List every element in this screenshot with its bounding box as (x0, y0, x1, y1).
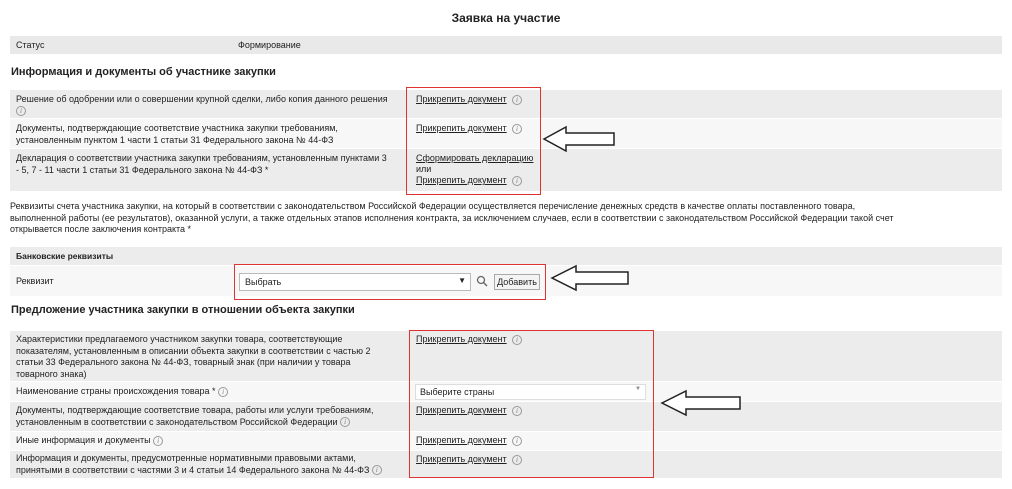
info-icon[interactable]: i (372, 465, 382, 475)
row-label: Наименование страны происхождения товара * i (16, 386, 228, 398)
form-declaration-link[interactable]: Сформировать декларацию (416, 153, 534, 163)
row-label: Декларация о соответствии участника закупки требованиям, установленным пунктами 3 - 5, 7 - 11 части 1 статьи 31 Федерального закона № 44-ФЗ * (16, 153, 387, 175)
section-title-proposal: Предложение участника закупки в отношении объекта закупки (11, 304, 355, 316)
info-icon[interactable]: i (512, 436, 522, 446)
info-icon[interactable]: i (512, 406, 522, 416)
attach-document-link[interactable]: Прикрепить документ (416, 175, 507, 185)
attach-document-link[interactable]: Прикрепить документ (416, 94, 507, 104)
attach-document-link[interactable]: Прикрепить документ (416, 405, 507, 415)
info-icon[interactable]: i (218, 387, 228, 397)
or-text: или (416, 164, 432, 174)
info-icon[interactable]: i (340, 417, 350, 427)
add-requisite-button[interactable]: Добавить (494, 274, 540, 290)
info-icon[interactable]: i (512, 95, 522, 105)
requisite-select-value: Выбрать (245, 277, 282, 287)
attach-document-link[interactable]: Прикрепить документ (416, 435, 507, 445)
status-value: Формирование (238, 40, 301, 50)
row-label: Документы, подтверждающие соответствие участника закупки требованиям, установленным пунктом 1 части 1 статьи 31 Федерального закона № 44-ФЗ (16, 123, 338, 145)
info-icon[interactable]: i (512, 124, 522, 134)
row-label: Иные информация и документы i (16, 435, 163, 447)
status-row (10, 36, 1002, 54)
info-icon[interactable]: i (512, 176, 522, 186)
row-label: Информация и документы, предусмотренные нормативными правовыми актами, принятыми в соответствии с частями 3 и 4 статьи 14 Федерального закона № 44-ФЗ i (16, 453, 382, 476)
highlight-box-proposal (409, 330, 654, 478)
chevron-down-icon: ▼ (635, 386, 641, 392)
country-select-placeholder: Выберите страны (420, 387, 495, 397)
status-label: Статус (16, 40, 45, 50)
info-icon[interactable]: i (512, 455, 522, 465)
info-icon[interactable]: i (16, 106, 26, 116)
bank-account-description: Реквизиты счета участника закупки, на который в соответствии с законодательством Российской Федерации осуществляется перечисление денежных средств в качестве оплаты поставленного товара, выполненной работы (ее результатов), оказанной услуги, а также отдельных этапов исполнения контракта, за исключением случаев, если в соответствии с законодательством Российской Федерации такой счет открывается после заключения контракта * (10, 201, 894, 234)
section-title-participant: Информация и документы об участнике закупки (11, 66, 276, 78)
attach-document-link[interactable]: Прикрепить документ (416, 334, 507, 344)
page-title: Заявка на участие (451, 11, 561, 25)
bank-details-header: Банковские реквизиты (10, 247, 1002, 265)
row-label: Документы, подтверждающие соответствие товара, работы или услуги требованиям, установленным в соответствии с законодательством Российской Федерации i (16, 405, 374, 427)
info-icon[interactable]: i (512, 335, 522, 345)
chevron-down-icon: ▼ (458, 276, 466, 285)
attach-document-link[interactable]: Прикрепить документ (416, 454, 507, 464)
highlight-box-participant-docs (406, 87, 541, 195)
arrow-left-icon (550, 264, 630, 292)
arrow-left-icon (660, 389, 742, 417)
info-icon[interactable]: i (153, 436, 163, 446)
row-label: Характеристики предлагаемого участником закупки товара, соответствующие показателям, установленным в описании объекта закупки в соответствии с частью 2 статьи 33 Федерального закона № 44-ФЗ, товарный знак (при наличии у товара товарного знака) (16, 334, 371, 379)
requisite-select[interactable] (239, 273, 471, 291)
search-icon[interactable] (476, 275, 488, 287)
requisite-label: Реквизит (16, 276, 54, 286)
attach-document-link[interactable]: Прикрепить документ (416, 123, 507, 133)
row-label: Решение об одобрении или о совершении крупной сделки, либо копия данного решения i (16, 94, 388, 116)
arrow-left-icon (542, 125, 616, 153)
